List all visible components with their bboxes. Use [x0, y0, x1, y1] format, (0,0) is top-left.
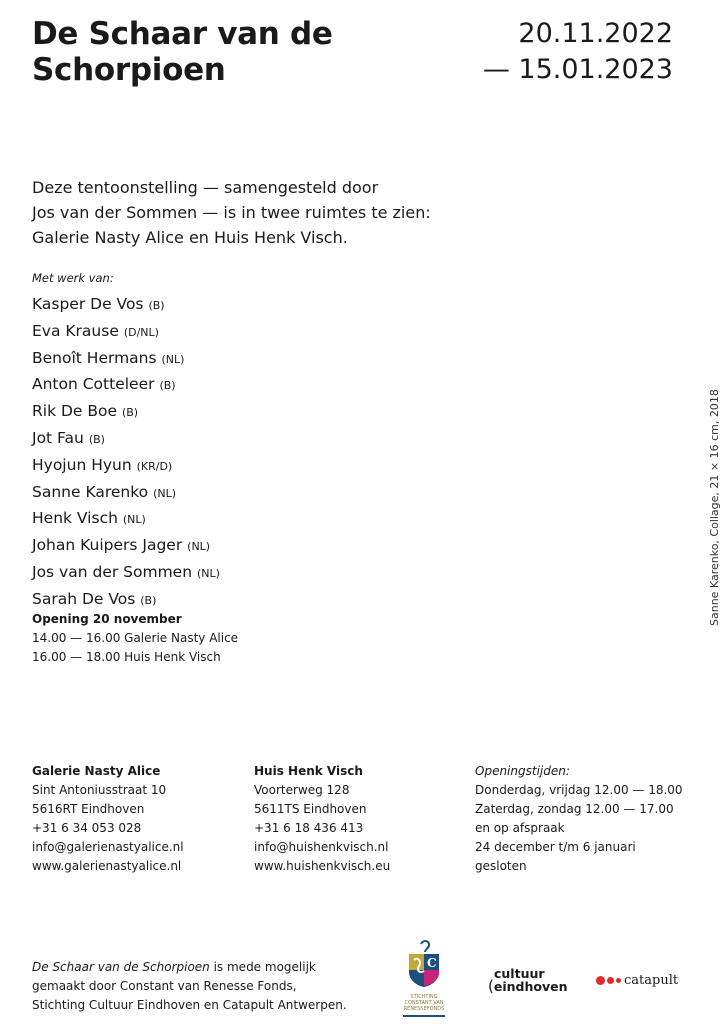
stichting-constant-van-renesse-logo [398, 940, 450, 1017]
venue-address: Voorterweg 128 [254, 783, 350, 797]
exhibition-title [32, 16, 333, 88]
artists-label: Met werk van: [32, 271, 114, 285]
venue-huis-henk-visch [254, 762, 390, 876]
artist-country: (KR/D) [136, 459, 173, 473]
venue-website: www.huishenkvisch.eu [254, 859, 391, 873]
artist-item [32, 426, 220, 453]
date-start: 20.11.2022 [518, 18, 673, 49]
catapult-logo [596, 973, 678, 988]
venue-name: Huis Henk Visch [254, 764, 363, 778]
ce-line-2: (eindhoven [488, 977, 568, 995]
intro-line-3: Galerie Nasty Alice en Huis Henk Visch. [32, 228, 348, 247]
artist-name: Rik De Boe [32, 402, 118, 421]
catapult-wordmark: catapult [624, 973, 679, 988]
opening-info [32, 610, 238, 667]
cultuur-eindhoven-logo: cultuur (eindhoven [488, 966, 568, 995]
intro-text [32, 175, 431, 250]
catapult-dot-icon [607, 977, 614, 984]
artist-item [32, 372, 220, 399]
hours-line-3: en op afspraak [475, 821, 565, 835]
opening-line-1: 14.00 — 16.00 Galerie Nasty Alice [32, 631, 239, 645]
artist-name: Johan Kuipers Jager [32, 536, 183, 555]
venue-address: Sint Antoniusstraat 10 [32, 783, 167, 797]
bracket-icon: ( [488, 977, 494, 995]
artist-name: Kasper De Vos [32, 295, 144, 313]
opening-line-2: 16.00 — 18.00 Huis Henk Visch [32, 650, 221, 664]
artist-item [32, 346, 220, 373]
artist-country: (NL) [153, 486, 177, 500]
credits-line-1 [32, 958, 347, 977]
credits-text [32, 958, 347, 1015]
artist-list [32, 292, 220, 614]
artist-item [32, 533, 220, 560]
title-line-2: Schorpioen [32, 52, 226, 88]
artist-country: (D/NL) [123, 325, 159, 339]
hours-line-4: 24 december t/m 6 januari [475, 840, 636, 854]
catapult-dot-icon [596, 976, 605, 985]
credits-line-3: Stichting Cultuur Eindhoven en Catapult Antwerpen. [32, 998, 347, 1012]
artist-country: (B) [140, 593, 157, 607]
artist-name: Hyojun Hyun [32, 455, 132, 474]
intro-line-1: Deze tentoonstelling — samengesteld door [32, 178, 379, 197]
venue-name: Galerie Nasty Alice [32, 764, 161, 778]
artist-name: Henk Visch [32, 509, 118, 528]
artist-item [32, 319, 220, 346]
hours-line-2: Zaterdag, zondag 12.00 — 17.00 [475, 802, 674, 816]
artist-item [32, 480, 220, 507]
artist-item [32, 292, 220, 319]
artist-name: Benoît Hermans [32, 348, 157, 367]
artist-country: (B) [148, 299, 165, 312]
credits-title: De Schaar van de Schorpioen [32, 960, 210, 974]
artist-item [32, 453, 220, 480]
artist-name: Sanne Karenko [32, 482, 149, 501]
artist-country: (B) [121, 406, 139, 420]
catapult-dot-icon [616, 978, 621, 983]
venue-email: info@huishenkvisch.nl [254, 840, 389, 854]
scr-logo-text: STICHTING CONSTANT VAN RENESSEFONDS [403, 994, 445, 1012]
artist-name: Jos van der Sommen [32, 562, 193, 581]
hours-line-5: gesloten [475, 859, 527, 873]
artist-item [32, 560, 220, 587]
artist-country: (NL) [196, 566, 220, 580]
venue-phone: +31 6 18 436 413 [254, 821, 364, 835]
opening-heading: Opening 20 november [32, 612, 182, 626]
svg-text:C: C [427, 956, 437, 970]
credits-line-1-rest: is mede mogelijk [209, 960, 316, 974]
venue-website: www.galerienastyalice.nl [32, 859, 182, 873]
artist-item [32, 506, 220, 533]
artist-name: Eva Krause [32, 321, 119, 340]
intro-line-2: Jos van der Sommen — is in twee ruimtes te zien: [32, 203, 431, 222]
hours-line-1: Donderdag, vrijdag 12.00 — 18.00 [475, 783, 683, 797]
artist-name: Sarah De Vos [32, 589, 136, 608]
exhibition-dates [483, 16, 673, 88]
artist-item [32, 399, 220, 426]
crest-icon [407, 940, 441, 988]
artist-country: (NL) [122, 513, 146, 527]
venue-email: info@galerienastyalice.nl [32, 840, 184, 854]
hours-heading: Openingstijden: [475, 764, 570, 778]
artist-name: Jot Fau [32, 428, 84, 447]
venue-postal: 5611TS Eindhoven [254, 802, 367, 816]
opening-hours [475, 762, 683, 876]
credits-line-2: gemaakt door Constant van Renesse Fonds, [32, 979, 297, 993]
artist-country: (NL) [187, 540, 211, 554]
venue-postal: 5616RT Eindhoven [32, 802, 145, 816]
title-line-1: De Schaar van de [32, 16, 333, 52]
image-caption: Sanne Karenko, Collage, 21 × 16 cm, 2018 [708, 389, 721, 626]
artist-country: (NL) [161, 352, 185, 366]
logo-underline [403, 1015, 445, 1017]
date-end: — 15.01.2023 [482, 54, 673, 85]
venue-galerie-nasty-alice [32, 762, 184, 876]
artist-country: (B) [88, 432, 105, 446]
artist-name: Anton Cotteleer [32, 375, 155, 394]
artist-country: (B) [159, 379, 176, 393]
venue-phone: +31 6 34 053 028 [32, 821, 142, 835]
